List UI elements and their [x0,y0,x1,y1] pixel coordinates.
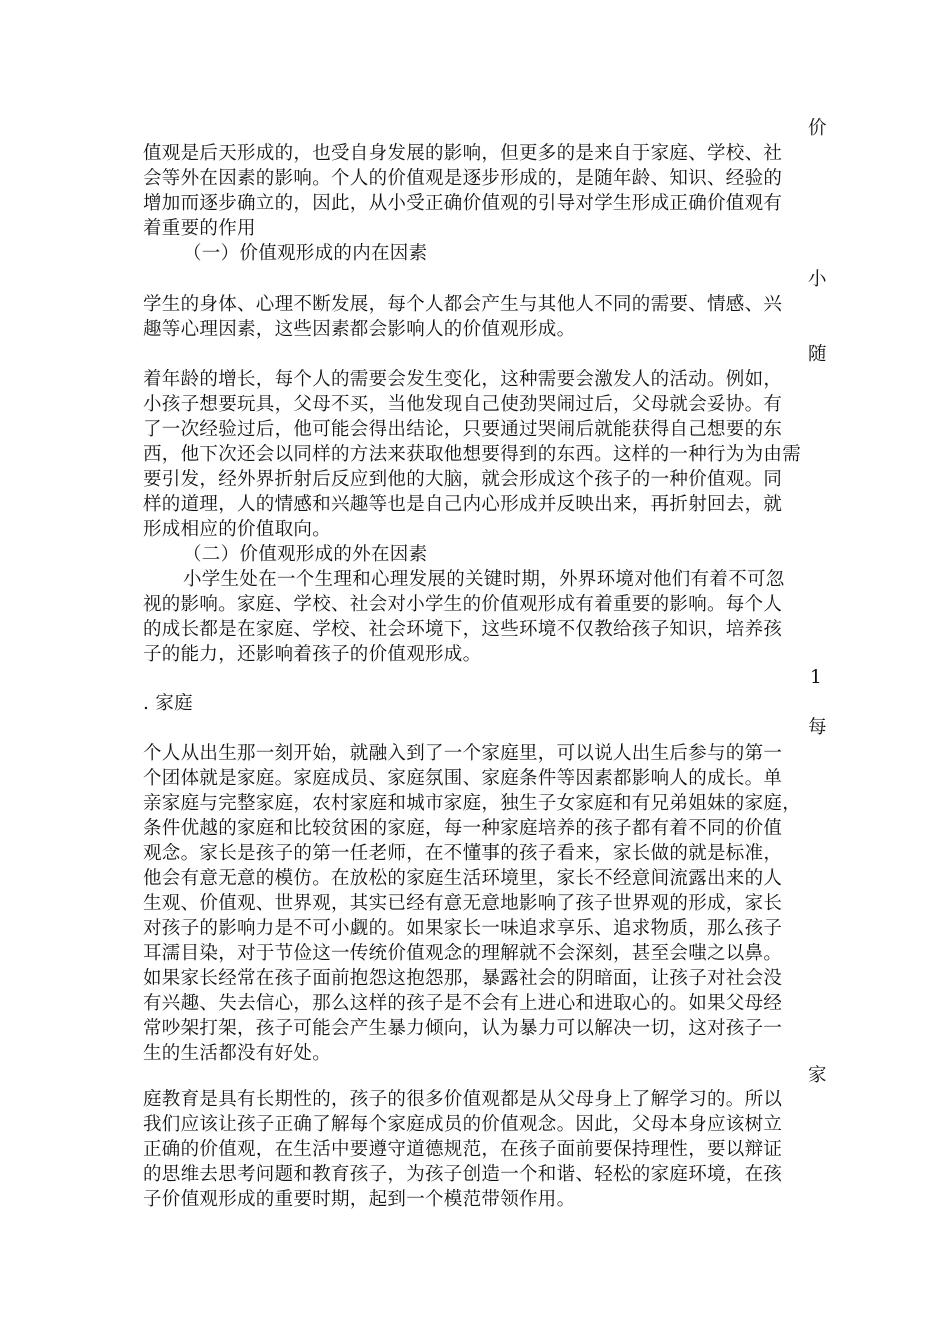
text-line: 会等外在因素的影响。个人的价值观是逐步形成的，是随年龄、知识、经验的 [143,168,783,189]
text-line: 值观是后天形成的，也受自身发展的影响，但更多的是来自于家庭、学校、社 [143,143,783,164]
text-line: 小学生处在一个生理和心理发展的关键时期，外界环境对他们有着不可忽 [183,569,785,590]
margin-char-2: 小 [808,269,827,290]
text-line: 学生的身体、心理不断发展，每个人都会产生与其他人不同的需要、情感、兴 [143,294,783,315]
text-line: 庭教育是具有长期性的，孩子的很多价值观都是从父母身上了解学习的。所以 [143,1089,783,1110]
text-line: 了一次经验过后，他可能会得出结论，只要通过哭闹后就能获得自己想要的东 [143,419,783,440]
text-line: 的思维去思考问题和教育孩子，为孩子创造一个和谐、轻松的家庭环境，在孩 [143,1164,783,1185]
text-line: 对孩子的影响力是不可小觑的。如果家长一味追求享乐、追求物质，那么孩子 [143,918,783,939]
text-line: 趣等心理因素，这些因素都会影响人的价值观形成。 [143,319,576,340]
section-heading-1: （一）价值观形成的内在因素 [183,243,428,264]
text-line: 我们应该让孩子正确了解每个家庭成员的价值观念。因此，父母本身应该树立 [143,1114,783,1135]
margin-char-3: 随 [808,344,827,365]
margin-char-4: 1 [810,667,822,688]
margin-char-1: 价 [808,118,827,139]
text-line: 视的影响。家庭、学校、社会对小学生的价值观形成有着重要的影响。每个人 [143,594,783,615]
text-line: 要引发，经外界折射后反应到他的大脑，就会形成这个孩子的一种价值观。同 [143,469,783,490]
text-line: 耳濡目染，对于节俭这一传统价值观念的理解就不会深刻，甚至会嗤之以鼻。 [143,943,783,964]
text-line: 生的生活都没有好处。 [143,1043,332,1064]
text-line: 着年龄的增长，每个人的需要会发生变化，这种需要会激发人的活动。例如， [143,369,783,390]
text-line: 他会有意无意的模仿。在放松的家庭生活环境里，家长不经意间流露出来的人 [143,868,783,889]
text-line: 的成长都是在家庭、学校、社会环境下，这些环境不仅教给孩子知识，培养孩 [143,619,783,640]
section-heading-2: （二）价值观形成的外在因素 [183,544,428,565]
text-line: 如果家长经常在孩子面前抱怨这抱怨那，暴露社会的阴暗面，让孩子对社会没 [143,968,783,989]
text-line: 正确的价值观，在生活中要遵守道德规范，在孩子面前要保持理性，要以辩证 [143,1139,783,1160]
text-line: 个团体就是家庭。家庭成员、家庭氛围、家庭条件等因素都影响人的成长。单 [143,768,783,789]
text-line: 个人从出生那一刻开始，就融入到了一个家庭里，可以说人出生后参与的第一 [143,743,783,764]
text-line: 子价值观形成的重要时期，起到一个模范带领作用。 [143,1189,576,1210]
text-line: 小孩子想要玩具，父母不买，当他发现自己使劲哭闹过后，父母就会妥协。有 [143,394,783,415]
list-item-label-family: . 家庭 [143,693,193,714]
text-line: 亲家庭与完整家庭，农村家庭和城市家庭，独生子女家庭和有兄弟姐妹的家庭， [143,793,802,814]
text-line: 观念。家长是孩子的第一任老师，在不懂事的孩子看来，家长做的就是标准， [143,843,783,864]
text-line: 生观、价值观、世界观，其实已经有意无意地影响了孩子世界观的形成，家长 [143,893,783,914]
text-line: 增加而逐步确立的，因此，从小受正确价值观的引导对学生形成正确价值观有 [143,193,783,214]
text-line: 条件优越的家庭和比较贫困的家庭，每一种家庭培养的孩子都有着不同的价值 [143,818,783,839]
text-line: 常吵架打架，孩子可能会产生暴力倾向，认为暴力可以解决一切，这对孩子一 [143,1018,783,1039]
text-line: 样的道理，人的情感和兴趣等也是自己内心形成并反映出来，再折射回去，就 [143,494,783,515]
text-line: 有兴趣、失去信心，那么这样的孩子是不会有上进心和进取心的。如果父母经 [143,993,783,1014]
text-line: 着重要的作用 [143,218,256,239]
margin-char-5: 每 [808,717,827,738]
text-line: 形成相应的价值取向。 [143,519,332,540]
text-line: 子的能力，还影响着孩子的价值观形成。 [143,644,482,665]
margin-char-6: 家 [808,1065,827,1086]
text-line: 西，他下次还会以同样的方法来获取他想要得到的东西。这样的一种行为为由需 [143,444,802,465]
